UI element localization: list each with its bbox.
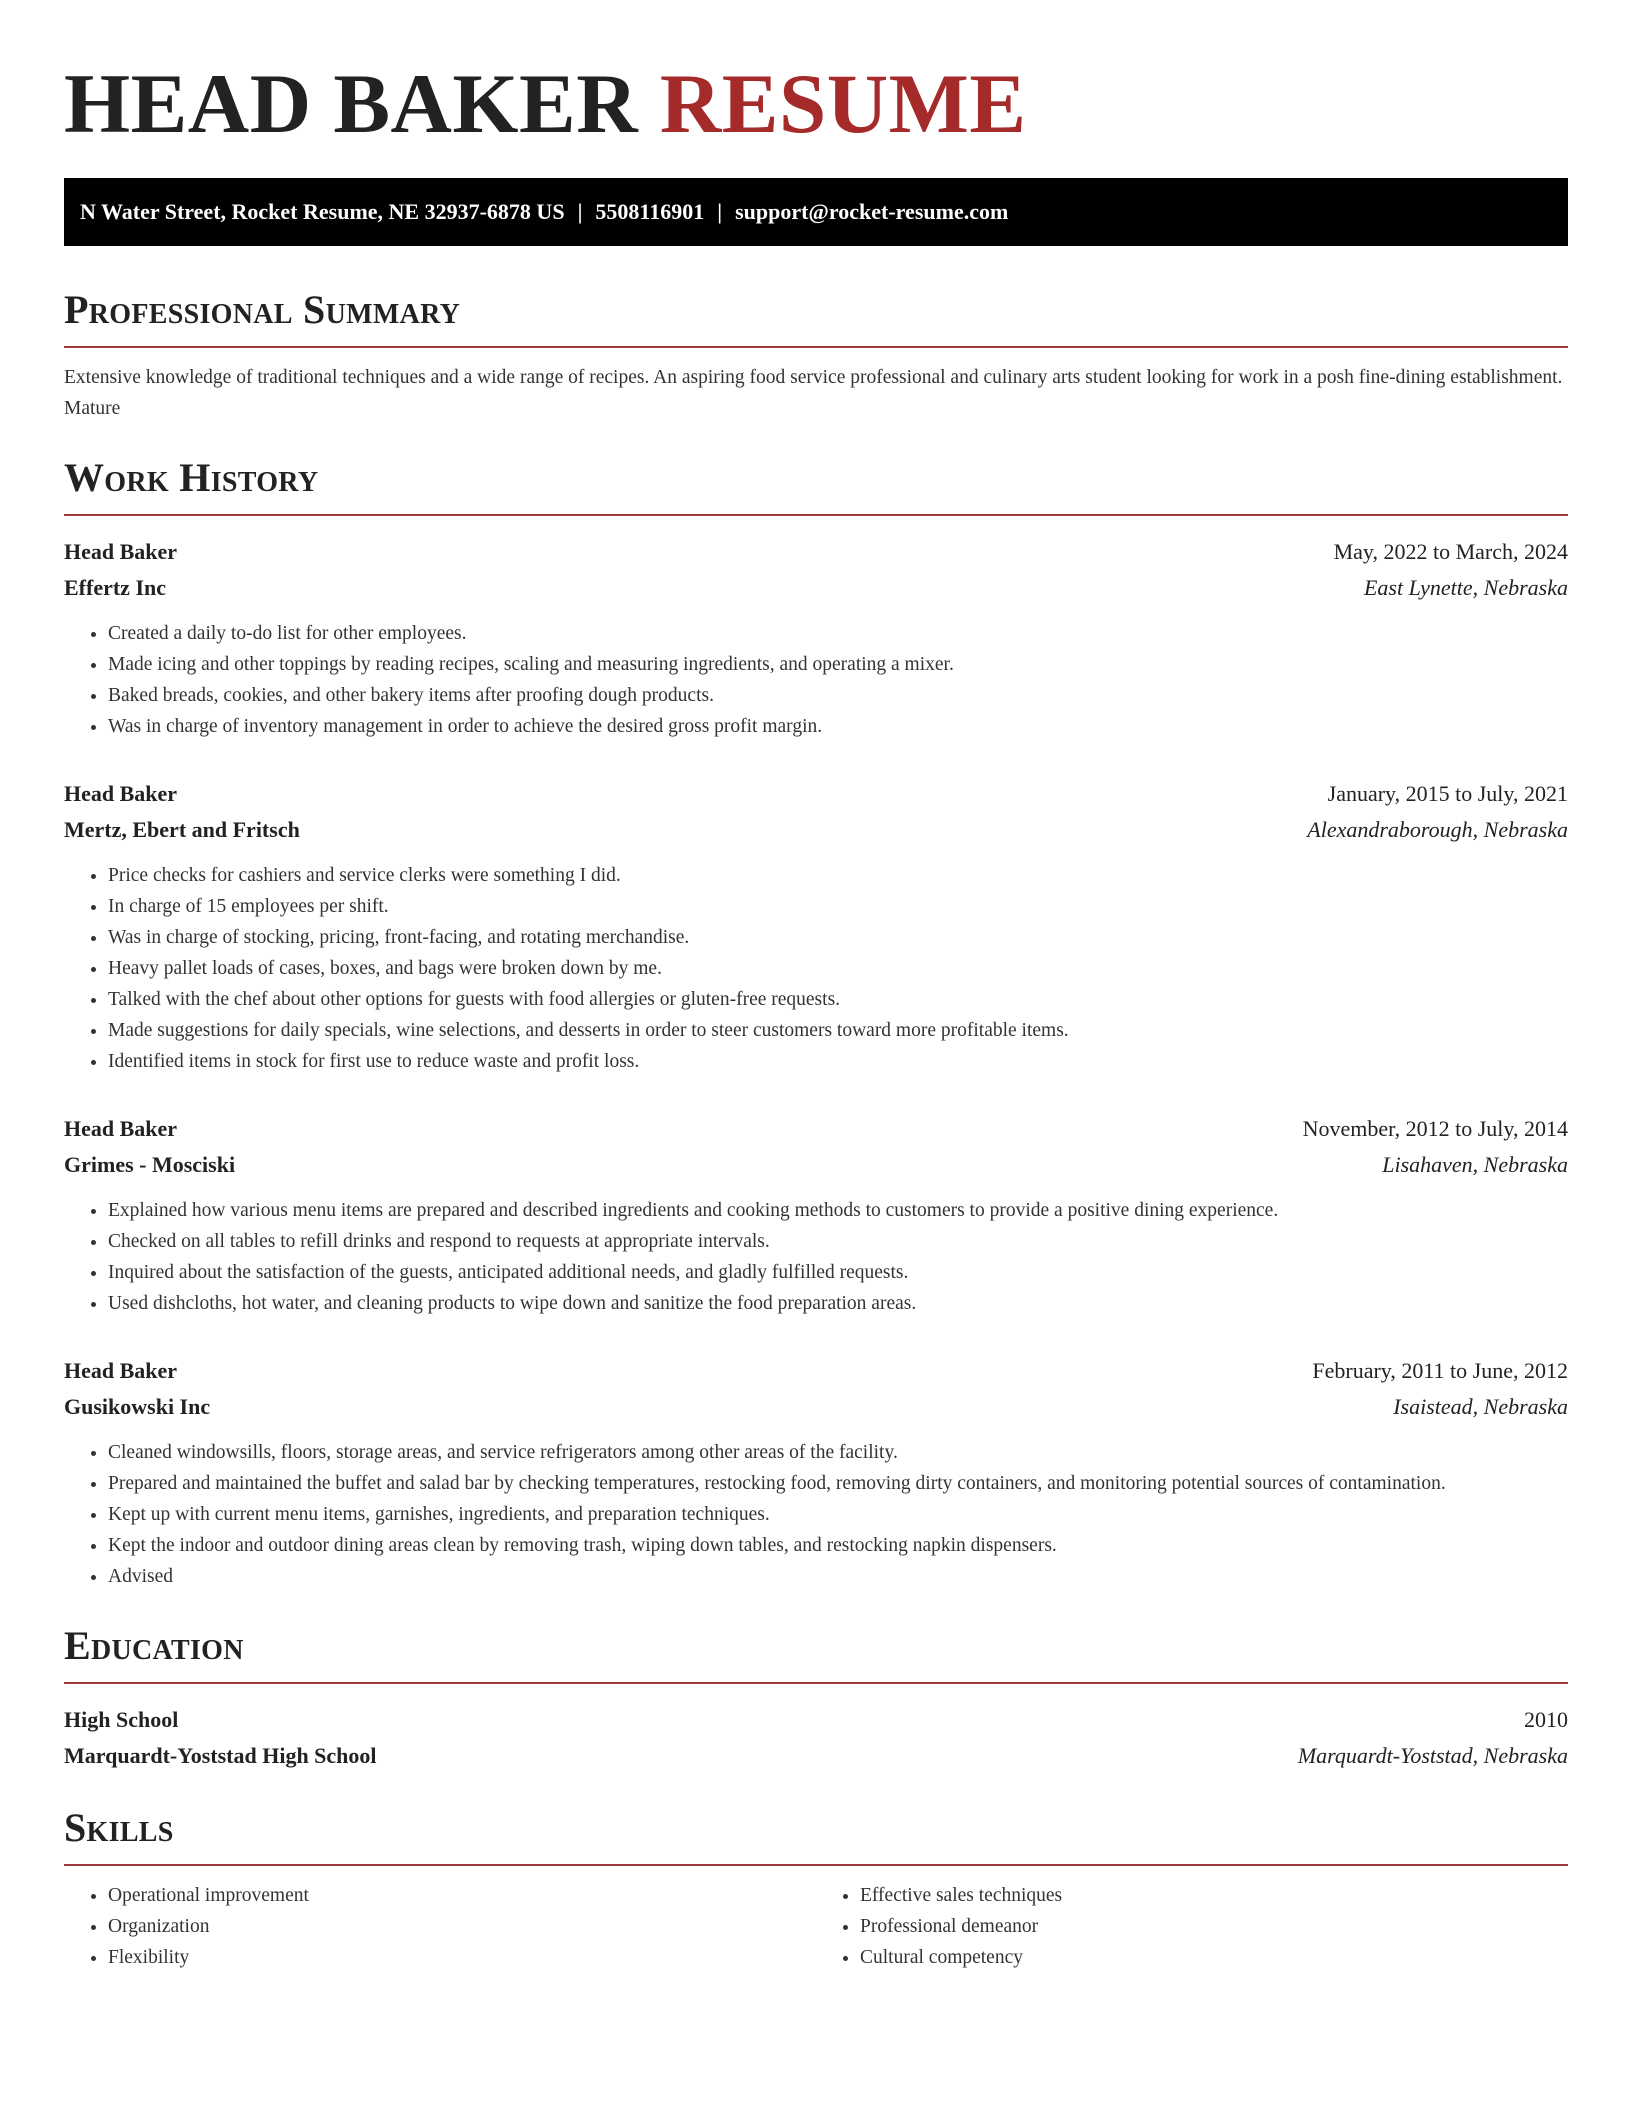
skill-item: • Effective sales techniques (860, 1880, 1568, 1911)
job-header (64, 1353, 1568, 1389)
section-heading-skills: Skills (64, 1804, 1568, 1866)
section-heading-work: Work History (64, 454, 1568, 516)
job-duty: • In charge of 15 employees per shift. (108, 891, 1568, 922)
job-duty: • Identified items in stock for first use to reduce waste and profit loss. (108, 1046, 1568, 1077)
education-section (64, 1622, 1568, 1774)
job-duty: • Created a daily to-do list for other employees. (108, 618, 1568, 649)
job-header (64, 776, 1568, 812)
job-dates: November, 2012 to July, 2014 (1302, 1116, 1568, 1141)
job-title: Head Baker (64, 539, 178, 564)
job-title: Head Baker (64, 1358, 178, 1383)
resume-title (64, 0, 1568, 152)
resume-page (64, 0, 1568, 1973)
contact-separator: | (717, 199, 723, 224)
skill-item: • Flexibility (108, 1942, 816, 1973)
contact-email: support@rocket-resume.com (735, 199, 1009, 224)
job-location: Isaistead, Nebraska (1393, 1394, 1568, 1419)
job-duty: • Was in charge of stocking, pricing, front-facing, and rotating merchandise. (108, 922, 1568, 953)
job-dates: January, 2015 to July, 2021 (1327, 781, 1568, 806)
job-duty: • Baked breads, cookies, and other bakery items after proofing dough products. (108, 680, 1568, 711)
education-location: Marquardt-Yoststad, Nebraska (1297, 1743, 1568, 1768)
job-location: Alexandraborough, Nebraska (1307, 817, 1568, 842)
skills-grid (64, 1880, 1568, 1973)
summary-text: Extensive knowledge of traditional techniques and a wide range of recipes. An aspiring food service professional and culinary arts student looking for work in a posh fine-dining establishment. Mature (64, 367, 1563, 419)
skill-item: • Operational improvement (108, 1880, 816, 1911)
job-duty: • Prepared and maintained the buffet and salad bar by checking temperatures, restocking food, removing dirty containers, and monitoring potential sources of contamination. (108, 1468, 1568, 1499)
education-degree: High School (64, 1707, 179, 1732)
education-school: Marquardt-Yoststad High School (64, 1743, 377, 1768)
job-header (64, 1111, 1568, 1147)
education-entry (64, 1702, 1568, 1774)
job-duty: • Kept up with current menu items, garnishes, ingredients, and preparation techniques. (108, 1499, 1568, 1530)
contact-bar (64, 178, 1568, 246)
skill-item: • Professional demeanor (860, 1911, 1568, 1942)
job-company-row (64, 812, 1568, 848)
job-duty: • Kept the indoor and outdoor dining areas clean by removing trash, wiping down tables, and restocking napkin dispensers. (108, 1530, 1568, 1561)
job-entry (64, 776, 1568, 1077)
job-duty: • Was in charge of inventory management in order to achieve the desired gross profit margin. (108, 711, 1568, 742)
job-title: Head Baker (64, 781, 178, 806)
skill-item: • Cultural competency (860, 1942, 1568, 1973)
education-header (64, 1702, 1568, 1738)
contact-phone: 5508116901 (595, 199, 705, 224)
job-duty: • Explained how various menu items are prepared and described ingredients and cooking methods to customers to provide a positive dining experience. (108, 1195, 1568, 1226)
job-location: Lisahaven, Nebraska (1382, 1152, 1568, 1177)
skills-column-left (64, 1880, 816, 1973)
skill-item: • Organization (108, 1911, 816, 1942)
job-duty: • Used dishcloths, hot water, and cleaning products to wipe down and sanitize the food preparation areas. (108, 1288, 1568, 1319)
job-company: Gusikowski Inc (64, 1394, 211, 1419)
job-duties (64, 1195, 1568, 1319)
job-duty: • Talked with the chef about other options for guests with food allergies or gluten-free requests. (108, 984, 1568, 1015)
education-year: 2010 (1524, 1707, 1568, 1732)
job-duty: • Heavy pallet loads of cases, boxes, and bags were broken down by me. (108, 953, 1568, 984)
title-accent: RESUME (659, 57, 1027, 151)
job-header (64, 534, 1568, 570)
job-company: Grimes - Mosciski (64, 1152, 236, 1177)
contact-separator: | (577, 199, 583, 224)
title-main: HEAD BAKER (64, 57, 639, 151)
section-heading-education: Education (64, 1622, 1568, 1684)
summary-section (64, 286, 1568, 424)
job-duty: • Made suggestions for daily specials, wine selections, and desserts in order to steer customers toward more profitable items. (108, 1015, 1568, 1046)
job-entry (64, 1353, 1568, 1592)
skills-column-right (816, 1880, 1568, 1973)
job-company-row (64, 570, 1568, 606)
job-duty: • Made icing and other toppings by reading recipes, scaling and measuring ingredients, and operating a mixer. (108, 649, 1568, 680)
job-dates: May, 2022 to March, 2024 (1333, 539, 1568, 564)
job-company-row (64, 1389, 1568, 1425)
job-entry (64, 534, 1568, 742)
job-duties (64, 1437, 1568, 1592)
section-heading-summary: Professional Summary (64, 286, 1568, 348)
skills-section (64, 1804, 1568, 1973)
job-company: Mertz, Ebert and Fritsch (64, 817, 300, 842)
job-entry (64, 1111, 1568, 1319)
job-duty: • Inquired about the satisfaction of the guests, anticipated additional needs, and gladly fulfilled requests. (108, 1257, 1568, 1288)
job-company: Effertz Inc (64, 575, 167, 600)
job-company-row (64, 1147, 1568, 1183)
job-duty: • Price checks for cashiers and service clerks were something I did. (108, 860, 1568, 891)
job-duty: • Advised (108, 1561, 1568, 1592)
work-history-section (64, 454, 1568, 1592)
job-duty: • Cleaned windowsills, floors, storage areas, and service refrigerators among other areas of the facility. (108, 1437, 1568, 1468)
job-title: Head Baker (64, 1116, 178, 1141)
job-duties (64, 618, 1568, 742)
job-location: East Lynette, Nebraska (1363, 575, 1568, 600)
education-school-row (64, 1738, 1568, 1774)
job-duty: • Checked on all tables to refill drinks and respond to requests at appropriate intervals. (108, 1226, 1568, 1257)
job-duties (64, 860, 1568, 1077)
contact-address: N Water Street, Rocket Resume, NE 32937-6878 US (80, 199, 565, 224)
job-dates: February, 2011 to June, 2012 (1312, 1358, 1568, 1383)
